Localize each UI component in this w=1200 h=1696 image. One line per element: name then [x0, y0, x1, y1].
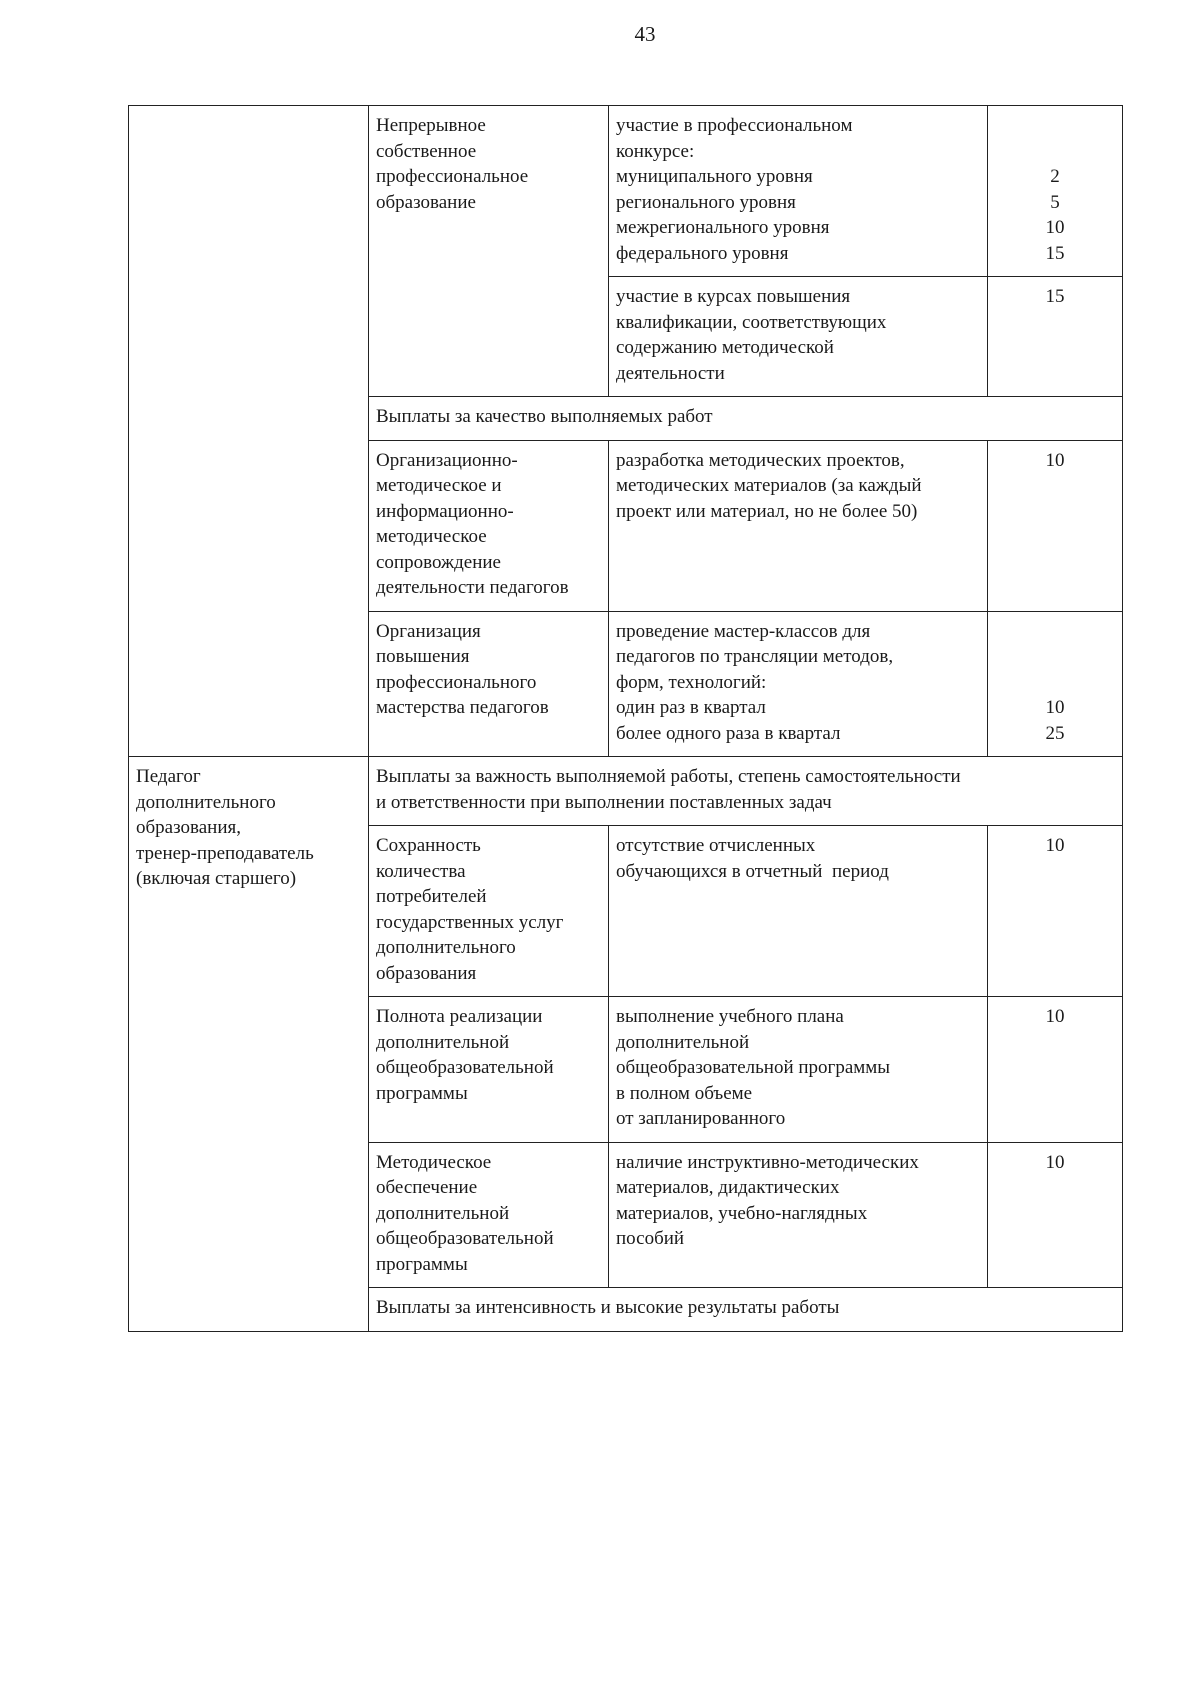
table-row — [129, 106, 1123, 277]
section-heading: Выплаты за качество выполняемых работ — [369, 397, 1123, 441]
criteria-table — [128, 105, 1123, 1332]
points-cell: 10 — [988, 997, 1123, 1143]
indicator-cell: разработка методических проектов, методических материалов (за каждый проект или материал, но не более 50) — [609, 440, 988, 611]
points-cell: 10 — [988, 440, 1123, 611]
criterion-cell: Организация повышения профессионального мастерства педагогов — [369, 611, 609, 757]
criterion-cell: Методическое обеспечение дополнительной общеобразовательной программы — [369, 1142, 609, 1288]
points-cell: 10 — [988, 826, 1123, 997]
indicator-cell: проведение мастер-классов для педагогов по трансляции методов, форм, технологий: один раз в квартал более одного раза в квартал — [609, 611, 988, 757]
points-cell: 10 — [988, 1142, 1123, 1288]
points-cell: 10 25 — [988, 611, 1123, 757]
section-row — [129, 757, 1123, 826]
page-number: 43 — [634, 22, 656, 46]
role-cell — [129, 106, 369, 757]
criterion-cell: Сохранность количества потребителей государственных услуг дополнительного образования — [369, 826, 609, 997]
indicator-cell: участие в курсах повышения квалификации, соответствующих содержанию методической деятельности — [609, 277, 988, 397]
criterion-cell: Непрерывное собственное профессиональное образование — [369, 106, 609, 397]
section-heading: Выплаты за интенсивность и высокие результаты работы — [369, 1288, 1123, 1332]
criterion-cell: Полнота реализации дополнительной общеобразовательной программы — [369, 997, 609, 1143]
indicator-cell: отсутствие отчисленных обучающихся в отчетный период — [609, 826, 988, 997]
points-cell: 2 5 10 15 — [988, 106, 1123, 277]
criterion-cell: Организационно- методическое и информационно- методическое сопровождение деятельности педагогов — [369, 440, 609, 611]
points-cell: 15 — [988, 277, 1123, 397]
role-cell: Педагог дополнительного образования, тренер-преподаватель (включая старшего) — [129, 757, 369, 1332]
indicator-cell: выполнение учебного плана дополнительной общеобразовательной программы в полном объеме от запланированного — [609, 997, 988, 1143]
indicator-cell: наличие инструктивно-методических материалов, дидактических материалов, учебно-наглядных пособий — [609, 1142, 988, 1288]
section-heading: Выплаты за важность выполняемой работы, степень самостоятельности и ответственности при выполнении поставленных задач — [369, 757, 1123, 826]
indicator-cell: участие в профессиональном конкурсе: муниципального уровня регионального уровня межрегионального уровня федерального уровня — [609, 106, 988, 277]
